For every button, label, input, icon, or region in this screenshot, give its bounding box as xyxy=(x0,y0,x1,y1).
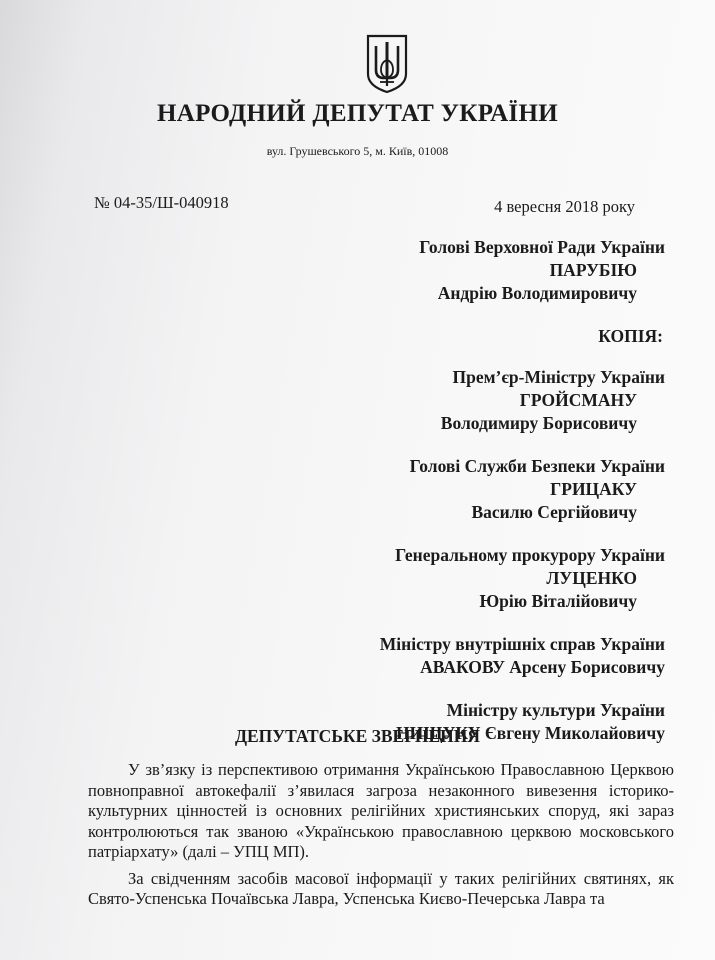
copy-recipient xyxy=(265,366,665,435)
recipient-position: Прем’єр-Міністру України xyxy=(452,367,665,387)
body-paragraph: У зв’язку із перспективою отримання Українською Православною Церквою повноправної автокефалії з’явилася загроза незаконного вивезення історико-культурних цінностей із основних релігійних християнських споруд, які зараз контролюються так званою «Українською православною церквою московського патріархату» (далі – УПЦ МП). xyxy=(88,760,674,861)
sender-address: вул. Грушевського 5, м. Київ, 01008 xyxy=(266,144,449,158)
recipient-position: Міністру культури України xyxy=(446,700,665,720)
document-date: 4 вересня 2018 року xyxy=(494,197,635,216)
body-paragraph: За свідченням засобів масової інформації у таких релігійних святинях, як Свято-Успенська Почаївська Лавра, Успенська Києво-Печерська Лавра та xyxy=(88,868,674,908)
copy-recipient xyxy=(265,544,665,613)
recipient-position: Голові Верховної Ради України xyxy=(419,237,665,257)
document-title: НАРОДНИЙ ДЕПУТАТ УКРАЇНИ xyxy=(157,100,558,127)
recipient-surname: ГРИЦАКУ xyxy=(550,479,637,499)
reference-number: № 04-35/Ш-040918 xyxy=(94,193,229,212)
recipient-full-name: АВАКОВУ Арсену Борисовичу xyxy=(420,657,665,677)
appeal-body xyxy=(88,760,674,916)
recipients-block xyxy=(265,236,665,765)
recipient-given-name: Юрію Віталійовичу xyxy=(479,591,637,611)
recipient-surname: ПАРУБІЮ xyxy=(549,260,637,280)
recipient-surname: ГРОЙСМАНУ xyxy=(519,390,637,410)
copy-recipient xyxy=(265,455,665,524)
recipient-position: Генеральному прокурору України xyxy=(395,545,665,565)
recipient-full-name: НИЩУКУ Євгену Миколайовичу xyxy=(396,723,665,743)
recipient-given-name: Василю Сергійовичу xyxy=(471,502,637,522)
copy-label: КОПІЯ: xyxy=(598,326,663,346)
main-recipient xyxy=(265,236,665,305)
copy-recipient xyxy=(265,633,665,679)
recipient-given-name: Володимиру Борисовичу xyxy=(440,413,637,433)
recipient-position: Голові Служби Безпеки України xyxy=(409,456,665,476)
recipient-given-name: Андрію Володимировичу xyxy=(437,283,637,303)
recipient-position: Міністру внутрішніх справ України xyxy=(379,634,665,654)
appeal-heading: ДЕПУТАТСЬКЕ ЗВЕРНЕННЯ xyxy=(234,726,481,746)
tryzub-coat-of-arms-icon xyxy=(366,34,408,94)
recipient-surname: ЛУЦЕНКО xyxy=(546,568,637,588)
